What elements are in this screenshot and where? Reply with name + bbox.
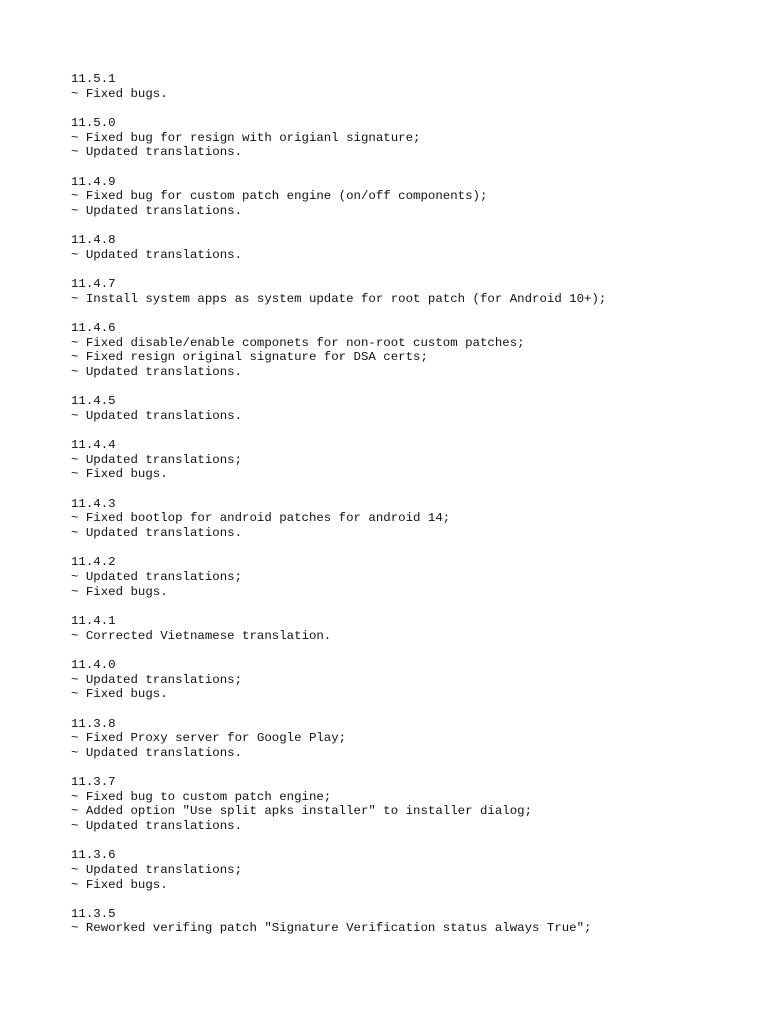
release-version: 11.4.4 bbox=[71, 438, 116, 453]
change-item: ~ Fixed bugs. bbox=[71, 687, 168, 702]
change-item: ~ Updated translations. bbox=[71, 818, 243, 833]
release-entry bbox=[71, 614, 751, 643]
change-item: ~ Install system apps as system update for root patch (for Android 10+); bbox=[71, 291, 607, 306]
change-item: ~ Updated translations; bbox=[71, 862, 243, 877]
change-item: ~ Updated translations. bbox=[71, 526, 243, 541]
release-entry bbox=[71, 555, 751, 599]
changelog-document bbox=[71, 72, 751, 951]
change-item: ~ Fixed bugs. bbox=[71, 877, 168, 892]
release-entry bbox=[71, 907, 751, 936]
release-entry bbox=[71, 717, 751, 761]
release-entry bbox=[71, 321, 751, 379]
release-version: 11.4.7 bbox=[71, 277, 116, 292]
change-item: ~ Fixed bootlop for android patches for android 14; bbox=[71, 511, 451, 526]
release-version: 11.4.5 bbox=[71, 394, 116, 409]
change-item: ~ Updated translations; bbox=[71, 570, 243, 585]
release-entry bbox=[71, 175, 751, 219]
release-entry bbox=[71, 72, 751, 101]
release-version: 11.4.6 bbox=[71, 321, 116, 336]
change-item: ~ Fixed disable/enable componets for non-root custom patches; bbox=[71, 335, 525, 350]
release-version: 11.4.2 bbox=[71, 555, 116, 570]
change-item: ~ Updated translations. bbox=[71, 145, 243, 160]
change-item: ~ Fixed bug for custom patch engine (on/off components); bbox=[71, 189, 488, 204]
change-item: ~ Fixed bug to custom patch engine; bbox=[71, 789, 332, 804]
release-entry bbox=[71, 848, 751, 892]
release-entry bbox=[71, 394, 751, 423]
release-entry bbox=[71, 497, 751, 541]
release-entry bbox=[71, 658, 751, 702]
release-version: 11.3.5 bbox=[71, 906, 116, 921]
change-item: ~ Updated translations. bbox=[71, 408, 243, 423]
release-version: 11.4.1 bbox=[71, 614, 116, 628]
change-item: ~ Updated translations. bbox=[71, 364, 243, 379]
change-item: ~ Updated translations; bbox=[71, 452, 243, 467]
change-item: ~ Updated translations. bbox=[71, 203, 243, 218]
release-entry bbox=[71, 277, 751, 306]
release-entry bbox=[71, 438, 751, 482]
change-item: ~ Updated translations; bbox=[71, 672, 243, 687]
change-item: ~ Fixed bugs. bbox=[71, 86, 168, 101]
change-item: ~ Updated translations. bbox=[71, 745, 243, 760]
change-item: ~ Fixed bug for resign with origianl signature; bbox=[71, 130, 421, 145]
change-item: ~ Corrected Vietnamese translation. bbox=[71, 628, 332, 643]
release-version: 11.4.8 bbox=[71, 233, 116, 248]
change-item: ~ Added option "Use split apks installer" to installer dialog; bbox=[71, 804, 533, 819]
release-version: 11.3.7 bbox=[71, 775, 116, 790]
change-item: ~ Fixed bugs. bbox=[71, 467, 168, 482]
release-entry bbox=[71, 116, 751, 160]
release-entry bbox=[71, 775, 751, 833]
release-version: 11.3.8 bbox=[71, 716, 116, 731]
change-item: ~ Updated translations. bbox=[71, 247, 243, 262]
release-version: 11.5.1 bbox=[71, 72, 116, 86]
release-version: 11.4.0 bbox=[71, 657, 116, 672]
change-item: ~ Fixed Proxy server for Google Play; bbox=[71, 731, 347, 746]
release-version: 11.5.0 bbox=[71, 115, 116, 130]
change-item: ~ Fixed resign original signature for DSA certs; bbox=[71, 350, 428, 365]
release-version: 11.3.6 bbox=[71, 848, 116, 863]
release-entry bbox=[71, 233, 751, 262]
release-version: 11.4.3 bbox=[71, 496, 116, 511]
change-item: ~ Reworked verifing patch "Signature Verification status always True"; bbox=[71, 921, 592, 936]
change-item: ~ Fixed bugs. bbox=[71, 584, 168, 599]
release-version: 11.4.9 bbox=[71, 174, 116, 189]
